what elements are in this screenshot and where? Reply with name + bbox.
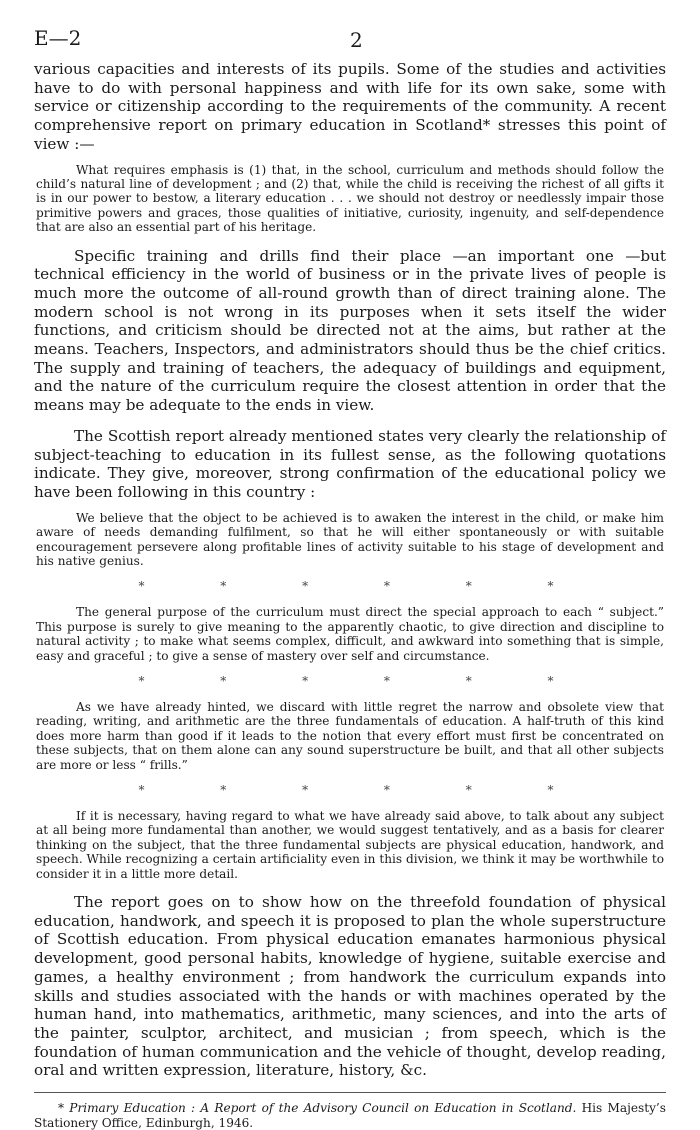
footnote [34,1101,666,1130]
body-paragraph: Specific training and drills find their place —an important one —but technical efficiency in the world of business or in the private lives of people is much more the outcome of all-round growth than of direct training alone. The modern school is not wrong in its purposes when it sets itself the wider functions, and criticism should be directed not at the aims, but rather at the means. Teachers, Inspectors, and administrators should thus be the chief critics. The supply and training of teachers, the adequacy of buildings and equipment, and the nature of the curriculum require the closest attention in order that the means may be adequate to the ends in view. [34,246,666,415]
body-paragraph: The Scottish report already mentioned states very clearly the relationship of subject-teaching to education in its fullest sense, as the following quotations indicate. They give, moreover, strong confirmation of the educational policy we have been following in this country : [34,426,666,501]
body-paragraph: The report goes on to show how on the threefold foundation of physical education, handwork, and speech it is proposed to plan the whole superstructure of Scottish education. From physical education emanates harmonious physical development, good personal habits, knowledge of hygiene, suitable exercise and games, a healthy environment ; from handwork the curriculum expands into skills and studies associated with the hands or with machines operated by the human hand, into mathematics, arithmetic, many sciences, and into the arts of the painter, sculptor, architect, and musician ; from speech, which is the foundation of human communication and the vehicle of thought, develop reading, oral and written expression, literature, history, &c. [34,893,666,1080]
section-separator: * * * * * * [138,579,590,594]
page-number: 2 [350,28,363,52]
block-quote: If it is necessary, having regard to what we have already said above, to talk about any subject at all being more fundamental than another, we would suggest tentatively, and as a basis for clearer thinking on the subject, that the three fundamental subjects are physical education, handwork, and speech. While recognizing a certain artificiality even in this division, we think it may be worthwhile to consider it in a little more detail. [36,808,664,881]
block-quote: As we have already hinted, we discard with little regret the narrow and obsolete view that reading, writing, and arithmetic are the three fundamentals of education. A half-truth of this kind does more harm than good if it leads to the notion that every effort must first be concentrated on these subjects, that on them alone can any sound superstructure be built, and that all other subjects are more or less “ frills.” [36,699,664,772]
document-page [34,26,666,1130]
block-quote: We believe that the object to be achieved is to awaken the interest in the child, or make him aware of needs demanding fulfilment, so that he will either spontaneously or with suitable encouragement persevere along profitable lines of activity suitable to his stage of development and his native genius. [36,510,664,568]
footnote-divider [34,1092,666,1093]
block-quote: What requires emphasis is (1) that, in the school, curriculum and methods should follow the child’s natural line of development ; and (2) that, while the child is receiving the richest of all gifts it is in our power to bestow, a literary education . . . we should not destroy or needlessly impair those primitive powers and graces, those qualities of initiative, curiosity, ingenuity, and self-dependence that are also an essential part of his heritage. [36,162,664,235]
footnote-publisher: His Majesty’s Stationery Office, Edinburgh, 1946. [34,1101,666,1130]
footnote-title: * Primary Education : A Report of the Advisory Council on Education in Scotland. [58,1101,577,1116]
section-separator: * * * * * * [138,673,590,688]
page-id: E—2 [34,26,82,50]
section-separator: * * * * * * [138,782,590,797]
body-paragraph: various capacities and interests of its pupils. Some of the studies and activities have to do with personal happiness and with life for its own sake, some with service or citizenship according to the requirements of the community. A recent comprehensive report on primary education in Scotland* stresses this point of view :— [34,60,666,153]
page-header [34,26,666,60]
block-quote: The general purpose of the curriculum must direct the special approach to each “ subject.” This purpose is surely to give meaning to the apparently chaotic, to give direction and discipline to natural activity ; to make what seems complex, difficult, and awkward into something that is simple, easy and graceful ; to give a sense of mastery over self and circumstance. [36,605,664,663]
